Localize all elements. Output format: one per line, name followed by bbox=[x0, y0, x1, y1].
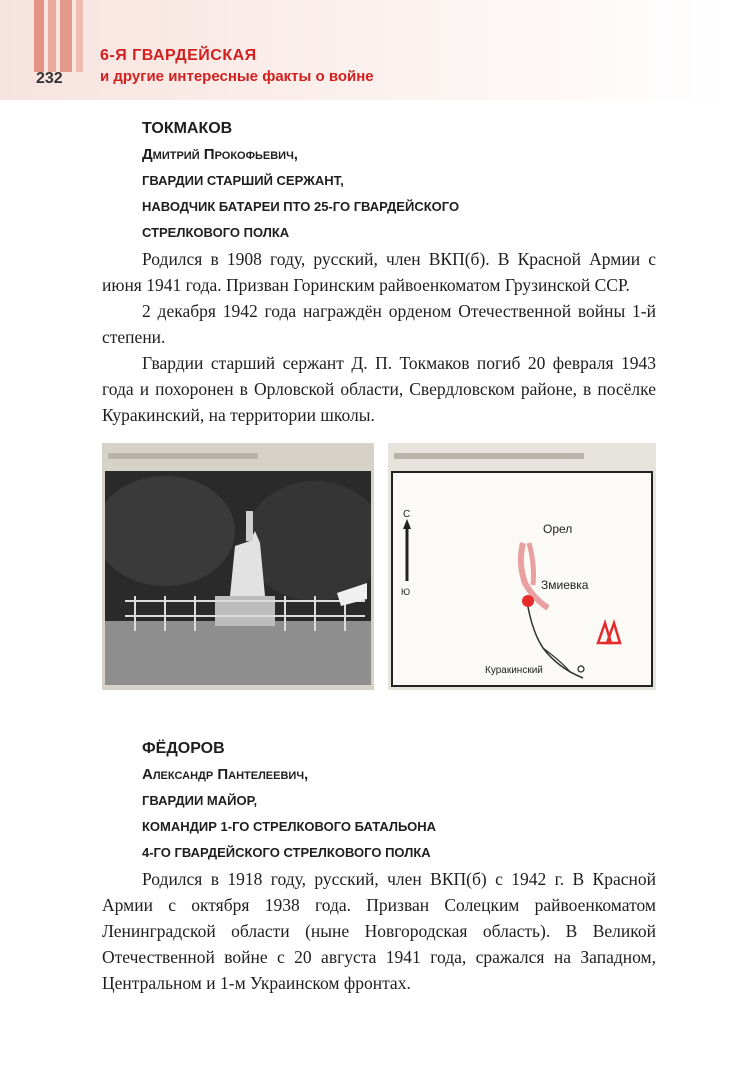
burial-photo-image bbox=[105, 471, 371, 685]
entry-fedorov bbox=[102, 736, 656, 996]
map-label-village: Куракинский bbox=[485, 665, 543, 676]
entry-rank: КОМАНДИР 1-ГО СТРЕЛКОВОГО БАТАЛЬОНА bbox=[142, 819, 437, 834]
location-map-drawing bbox=[391, 471, 653, 687]
book-title: 6-Я ГВАРДЕЙСКАЯ bbox=[100, 47, 257, 64]
header-stripe bbox=[60, 0, 72, 72]
zmievka-marker bbox=[522, 595, 534, 607]
entry-paragraph: Родился в 1908 году, русский, член ВКП(б). В Красной Армии с июня 1941 года. Призван Горинским райвоенкоматом Грузинской ССР. bbox=[102, 249, 656, 295]
entry-paragraph: Гвардии старший сержант Д. П. Токмаков погиб 20 февраля 1943 года и похоронен в Орловской области, Свердловском районе, в посёлке Куракинский, на территории школы. bbox=[102, 353, 656, 425]
entry-rank: НАВОДЧИК БАТАРЕИ ПТО 25-ГО ГВАРДЕЙСКОГО bbox=[142, 199, 460, 214]
compass-south: Ю bbox=[401, 587, 411, 597]
entry-rank: 4-ГО ГВАРДЕЙСКОГО СТРЕЛКОВОГО ПОЛКА bbox=[142, 845, 431, 860]
page-header bbox=[0, 0, 731, 100]
entry-surname: ТОКМАКОВ bbox=[142, 120, 233, 137]
map-label-orel: Орел bbox=[543, 522, 573, 536]
header-stripe bbox=[76, 0, 83, 72]
burial-photo bbox=[102, 443, 374, 690]
entry-paragraph: Родился в 1918 году, русский, член ВКП(б) с 1942 г. В Красной Армии с октября 1938 года. Призван Солецким райвоенкоматом Ленинградской области (ныне Новгородская область). В Великой Отечественной войне с 20 августа 1941 года, сражался на Западном, Центральном и 1-м Украинском фронтах. bbox=[102, 869, 656, 993]
entry-rank: ГВАРДИИ СТАРШИЙ СЕРЖАНТ, bbox=[142, 173, 344, 188]
book-subtitle: и другие интересные факты о войне bbox=[100, 68, 374, 85]
location-map bbox=[388, 443, 656, 690]
map-caption bbox=[394, 453, 584, 459]
map-label-zmievka: Змиевка bbox=[541, 578, 589, 592]
entry-tokmakov bbox=[102, 116, 656, 428]
entry-paragraph: 2 декабря 1942 года награждён орденом Отечественной войны 1-й степени. bbox=[102, 301, 656, 347]
entry-name: Дмитрий Прокофьевич, bbox=[142, 146, 298, 163]
entry-rank: СТРЕЛКОВОГО ПОЛКА bbox=[142, 225, 290, 240]
compass-north: С bbox=[403, 509, 411, 520]
header-stripe bbox=[34, 0, 44, 72]
entry-name: Александр Пантелеевич, bbox=[142, 766, 309, 783]
photo-caption bbox=[108, 453, 258, 459]
page-number: 232 bbox=[36, 70, 63, 87]
entry-surname: ФЁДОРОВ bbox=[142, 740, 225, 757]
header-stripe bbox=[48, 0, 56, 72]
entry-rank: ГВАРДИИ МАЙОР, bbox=[142, 793, 258, 808]
